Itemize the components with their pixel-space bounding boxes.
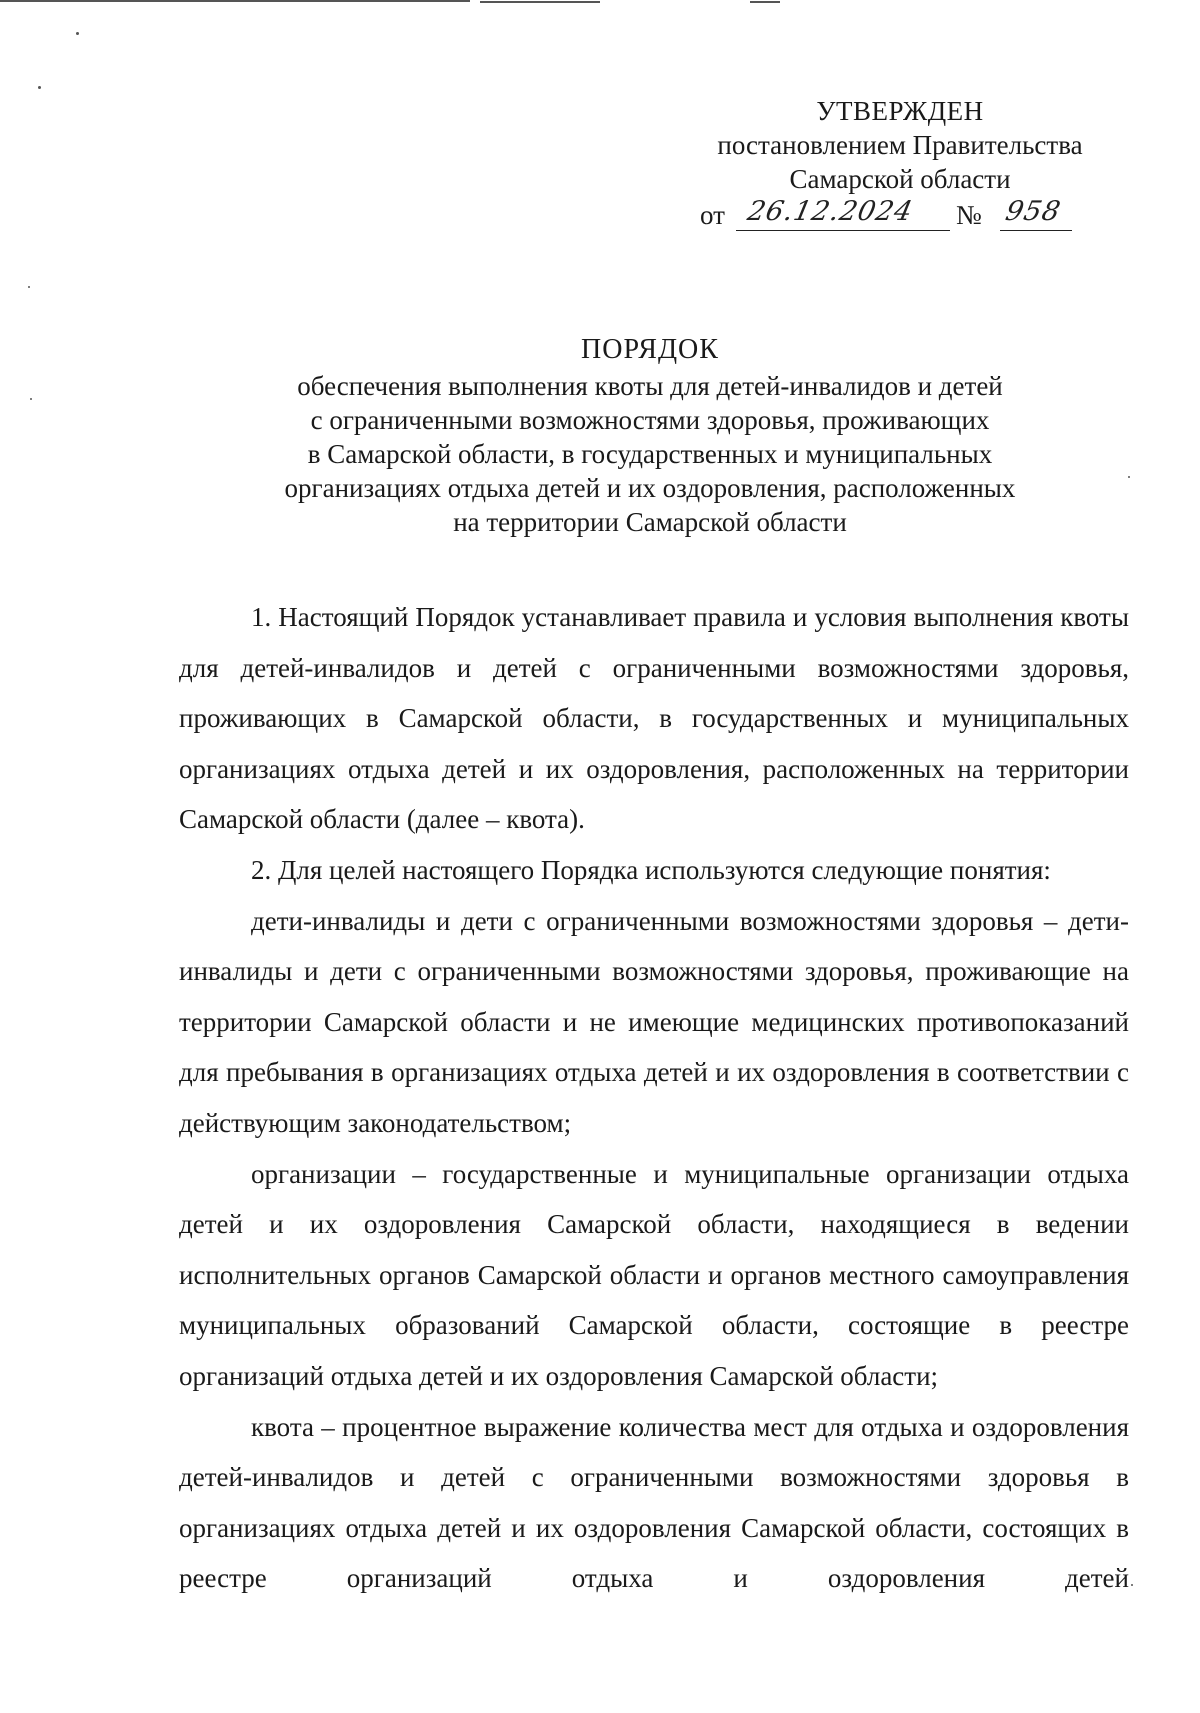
subtitle-line: организациях отдыха детей и их оздоровления, расположенных bbox=[284, 473, 1016, 503]
scan-artifact-line bbox=[0, 0, 470, 2]
document-body bbox=[179, 592, 1129, 1604]
approval-line: постановлением Правительства bbox=[717, 130, 1083, 160]
date-field bbox=[736, 196, 950, 231]
handwritten-number: 958 bbox=[1002, 196, 1064, 227]
approval-date-line bbox=[700, 196, 1130, 236]
subtitle-line: в Самарской области, в государственных и муниципальных bbox=[307, 439, 993, 469]
scan-artifact-speck bbox=[1131, 1584, 1133, 1586]
document-title: ПОРЯДОК bbox=[581, 334, 719, 365]
scan-artifact-speck bbox=[76, 32, 79, 35]
subtitle-line: обеспечения выполнения квоты для детей-инвалидов и детей bbox=[297, 371, 1003, 401]
scan-artifact-speck bbox=[38, 86, 41, 89]
handwritten-date: 26.12.2024 bbox=[744, 196, 916, 227]
paragraph-1: 1. Настоящий Порядок устанавливает правила и условия выполнения квоты для детей-инвалидов и детей с ограниченными возможностями здоровья, проживающих в Самарской области, в государственных и муниципальных организациях отдыха детей и их оздоровления, расположенных на территории Самарской области (далее – квота). bbox=[179, 602, 1129, 835]
date-prefix: от bbox=[700, 200, 725, 230]
document-heading bbox=[150, 333, 1150, 539]
definition-children: дети-инвалиды и дети с ограниченными возможностями здоровья – дети-инвалиды и дети с ограниченными возможностями здоровья, проживающие на территории Самарской области и не имеющие медицинских противопоказаний для пребывания в организациях отдыха детей и их оздоровления в соответствии с действующим законодательством; bbox=[179, 905, 1129, 1138]
approval-block bbox=[680, 94, 1120, 196]
scan-artifact-speck bbox=[30, 398, 32, 400]
number-field bbox=[1000, 196, 1072, 231]
number-sign: № bbox=[956, 200, 982, 230]
definition-organizations: организации – государственные и муниципальные организации отдыха детей и их оздоровления Самарской области, находящиеся в ведении исполнительных органов Самарской области и органов местного самоуправления муниципальных образований Самарской области, состоящие в реестре организаций отдыха детей и их оздоровления Самарской области; bbox=[179, 1158, 1129, 1391]
scan-artifact-line bbox=[480, 1, 600, 3]
subtitle-line: с ограниченными возможностями здоровья, проживающих bbox=[310, 405, 990, 435]
definition-quota: квота – процентное выражение количества мест для отдыха и оздоровления детей-инвалидов и детей с ограниченными возможностями здоровья в организациях отдыха детей и их оздоровления Самарской области, состоящих в реестре организаций отдыха и оздоровления детей bbox=[179, 1411, 1129, 1594]
approval-line: Самарской области bbox=[789, 164, 1011, 194]
approval-title: УТВЕРЖДЕН bbox=[816, 96, 984, 126]
paragraph-2: 2. Для целей настоящего Порядка используются следующие понятия: bbox=[251, 854, 1051, 885]
scan-artifact-speck bbox=[28, 286, 30, 288]
subtitle-line: на территории Самарской области bbox=[453, 507, 847, 537]
scan-artifact-line bbox=[750, 1, 780, 3]
